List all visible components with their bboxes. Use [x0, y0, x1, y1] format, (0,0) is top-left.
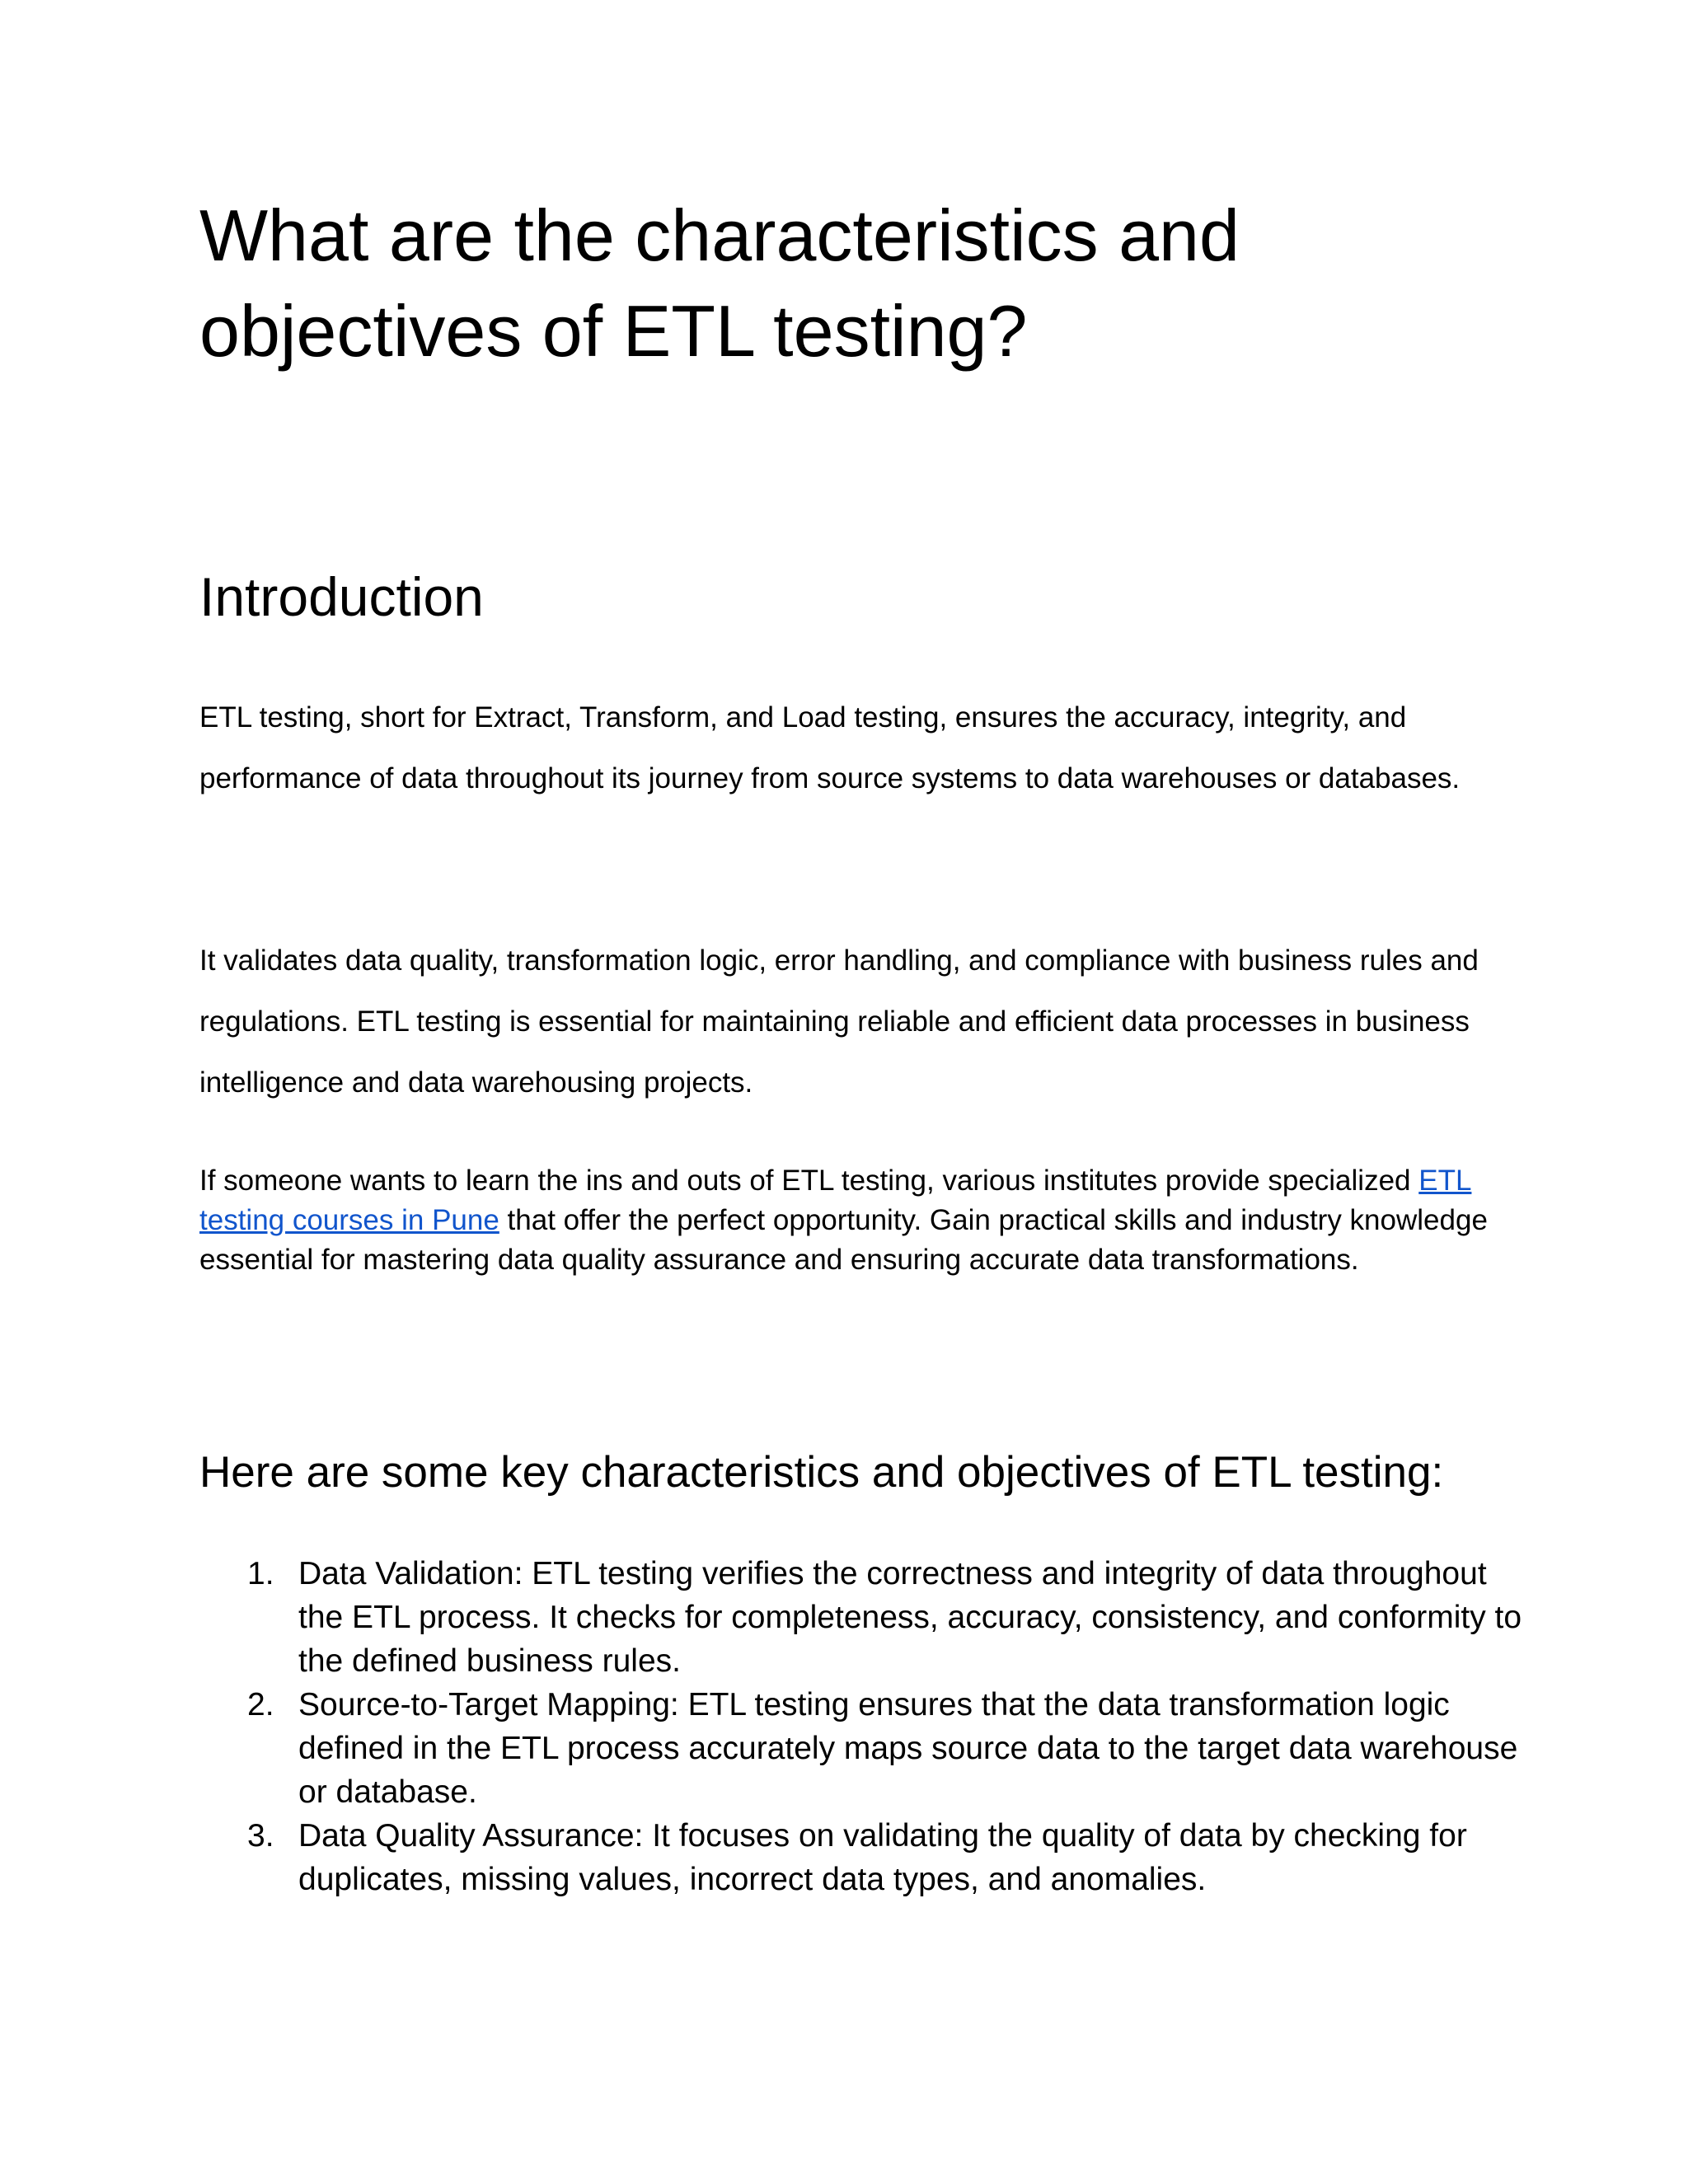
introduction-heading: Introduction	[199, 566, 484, 627]
list-item	[199, 1683, 1535, 1814]
paragraph-3-text-before-link: If someone wants to learn the ins and outs of ETL testing, various institutes provide specialized	[199, 1165, 1419, 1197]
list-item-text: Source-to-Target Mapping: ETL testing ensures that the data transformation logic defined in the ETL process accurately maps source data to the target data warehouse or database.	[298, 1687, 1518, 1810]
list-item-text: Data Quality Assurance: It focuses on validating the quality of data by checking for duplicates, missing values, incorrect data types, and anomalies.	[298, 1818, 1467, 1897]
etl-courses-link[interactable]: ETL testing courses in Pune	[199, 1165, 1472, 1236]
document-title: What are the characteristics and objectives of ETL testing?	[199, 194, 1240, 372]
characteristics-list	[199, 1552, 1535, 1901]
list-item	[199, 1814, 1535, 1901]
intro-paragraph-3	[199, 1161, 1510, 1280]
list-item-number: 3.	[247, 1818, 274, 1854]
key-characteristics-heading: Here are some key characteristics and objectives of ETL testing:	[199, 1448, 1444, 1497]
paragraph-3-text-after-link: that offer the perfect opportunity. Gain practical skills and industry knowledge essential for mastering data quality assurance and ensuring accurate data transformations.	[199, 1204, 1488, 1276]
list-item-number: 1.	[247, 1556, 274, 1591]
list-item-text: Data Validation: ETL testing verifies the correctness and integrity of data throughout the ETL process. It checks for completeness, accuracy, consistency, and conformity to the defined business rules.	[298, 1556, 1522, 1679]
list-item-number: 2.	[247, 1687, 274, 1722]
intro-paragraph-2: It validates data quality, transformation logic, error handling, and compliance with business rules and regulations. ETL testing is essential for maintaining reliable and efficient data processes in business intelligence and data warehousing projects.	[199, 944, 1479, 1099]
list-item	[199, 1552, 1535, 1683]
intro-paragraph-1: ETL testing, short for Extract, Transform, and Load testing, ensures the accuracy, integrity, and performance of data throughout its journey from source systems to data warehouses or databases.	[199, 701, 1461, 794]
